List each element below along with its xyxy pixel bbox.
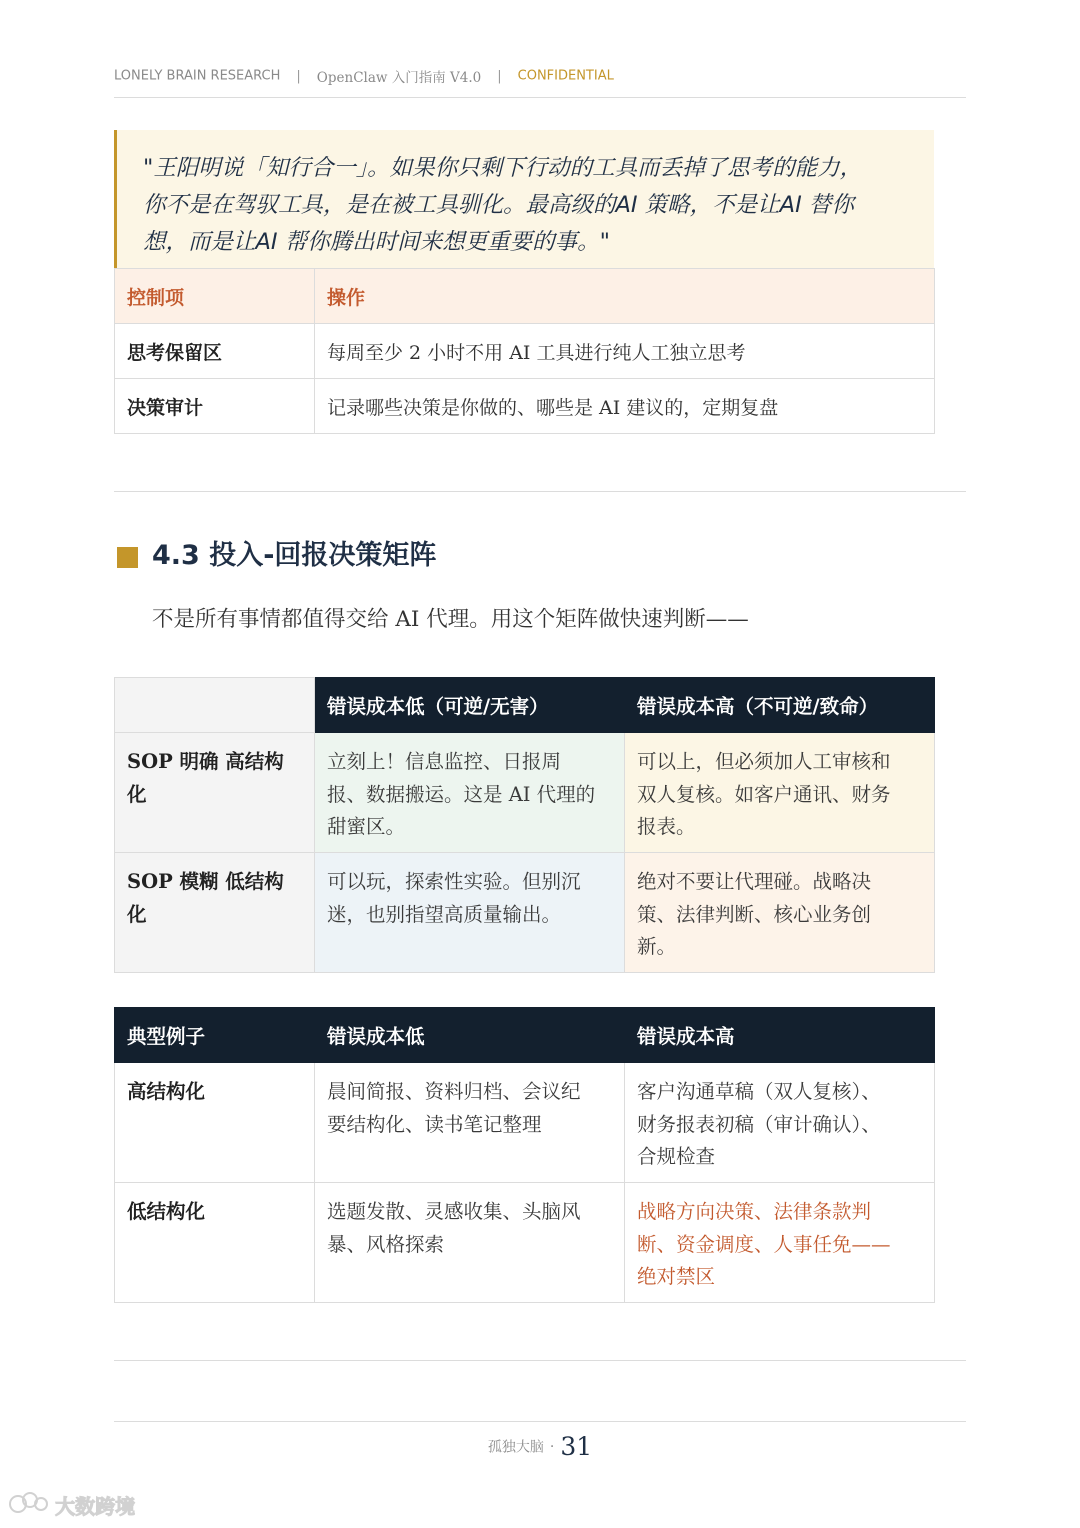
example-cell-high-forbidden: 战略方向决策、法律条款判 断、资金调度、人事任免—— 绝对禁区 <box>625 1183 935 1303</box>
matrix-cell-high: 可以上，但必须加人工审核和 双人复核。如客户通讯、财务 报表。 <box>625 733 935 853</box>
header-org: LONELY BRAIN RESEARCH <box>114 68 281 84</box>
table-row <box>115 324 935 379</box>
running-header <box>114 66 966 86</box>
example-cell-low: 选题发散、灵感收集、头脑风 暴、风格探索 <box>315 1183 625 1303</box>
column-header: 错误成本低（可逆/无害） <box>315 678 625 733</box>
content-end-divider <box>114 1360 966 1361</box>
table-header-row <box>115 269 935 324</box>
table-row <box>115 1183 935 1303</box>
quote-line: 想，而是让AI 帮你腾出时间来想更重要的事。" <box>143 229 611 255</box>
example-cell-high: 客户沟通草稿（双人复核）、 财务报表初稿（审计确认）、 合规检查 <box>625 1063 935 1183</box>
table-row <box>115 1063 935 1183</box>
example-cell-low: 晨间简报、资料归档、会议纪 要结构化、读书笔记整理 <box>315 1063 625 1183</box>
table-header-row <box>115 1008 935 1063</box>
quote-block <box>114 130 934 268</box>
control-table <box>114 268 935 434</box>
header-divider <box>114 97 966 98</box>
matrix-cell-low: 可以玩，探索性实验。但别沉 迷，也别指望高质量输出。 <box>315 853 625 973</box>
matrix-cell-low: 立刻上！信息监控、日报周 报、数据搬运。这是 AI 代理的 甜蜜区。 <box>315 733 625 853</box>
footer-divider <box>114 1421 966 1422</box>
page-number: 31 <box>560 1432 593 1461</box>
matrix-cell-high: 绝对不要让代理碰。战略决 策、法律判断、核心业务创 新。 <box>625 853 935 973</box>
row-label: 低结构化 <box>115 1183 315 1303</box>
column-header: 错误成本高 <box>625 1008 935 1063</box>
control-item: 决策审计 <box>115 379 315 434</box>
header-separator: | <box>296 68 301 84</box>
control-action: 记录哪些决策是你做的、哪些是 AI 建议的，定期复盘 <box>315 379 935 434</box>
table-row <box>115 853 935 973</box>
footer-label: 孤独大脑 <box>487 1439 544 1456</box>
matrix-corner-cell <box>115 678 315 733</box>
column-header: 典型例子 <box>115 1008 315 1063</box>
section-divider <box>114 491 966 492</box>
header-separator: | <box>497 68 502 84</box>
row-label: 高结构化 <box>115 1063 315 1183</box>
watermark <box>8 1490 135 1520</box>
column-header: 控制项 <box>115 269 315 324</box>
footer-dot: · <box>549 1438 555 1455</box>
column-header: 错误成本高（不可逆/致命） <box>625 678 935 733</box>
watermark-text: 大数跨境 <box>55 1494 136 1519</box>
control-item: 思考保留区 <box>115 324 315 379</box>
row-label: SOP 明确 高结构 化 <box>115 733 315 853</box>
section-marker-icon <box>117 547 138 568</box>
control-action: 每周至少 2 小时不用 AI 工具进行纯人工独立思考 <box>315 324 935 379</box>
column-header: 错误成本低 <box>315 1008 625 1063</box>
table-row <box>115 379 935 434</box>
column-header: 操作 <box>315 269 935 324</box>
header-doc-title: OpenClaw 入门指南 V4.0 <box>316 70 482 86</box>
watermark-logo-icon <box>8 1490 50 1520</box>
section-title: 4.3 投入-回报决策矩阵 <box>152 540 437 571</box>
quote-line: 你不是在驾驭工具，是在被工具驯化。最高级的AI 策略，不是让AI 替你 <box>143 192 854 218</box>
header-classification: CONFIDENTIAL <box>517 68 614 84</box>
examples-table <box>114 1007 935 1303</box>
row-label: SOP 模糊 低结构 化 <box>115 853 315 973</box>
page-footer <box>0 1432 1080 1461</box>
table-header-row <box>115 678 935 733</box>
table-row <box>115 733 935 853</box>
decision-matrix <box>114 677 935 973</box>
quote-line: "王阳明说「知行合一」。如果你只剩下行动的工具而丢掉了思考的能力， <box>143 155 863 181</box>
section-intro: 不是所有事情都值得交给 AI 代理。用这个矩阵做快速判断—— <box>152 607 749 632</box>
